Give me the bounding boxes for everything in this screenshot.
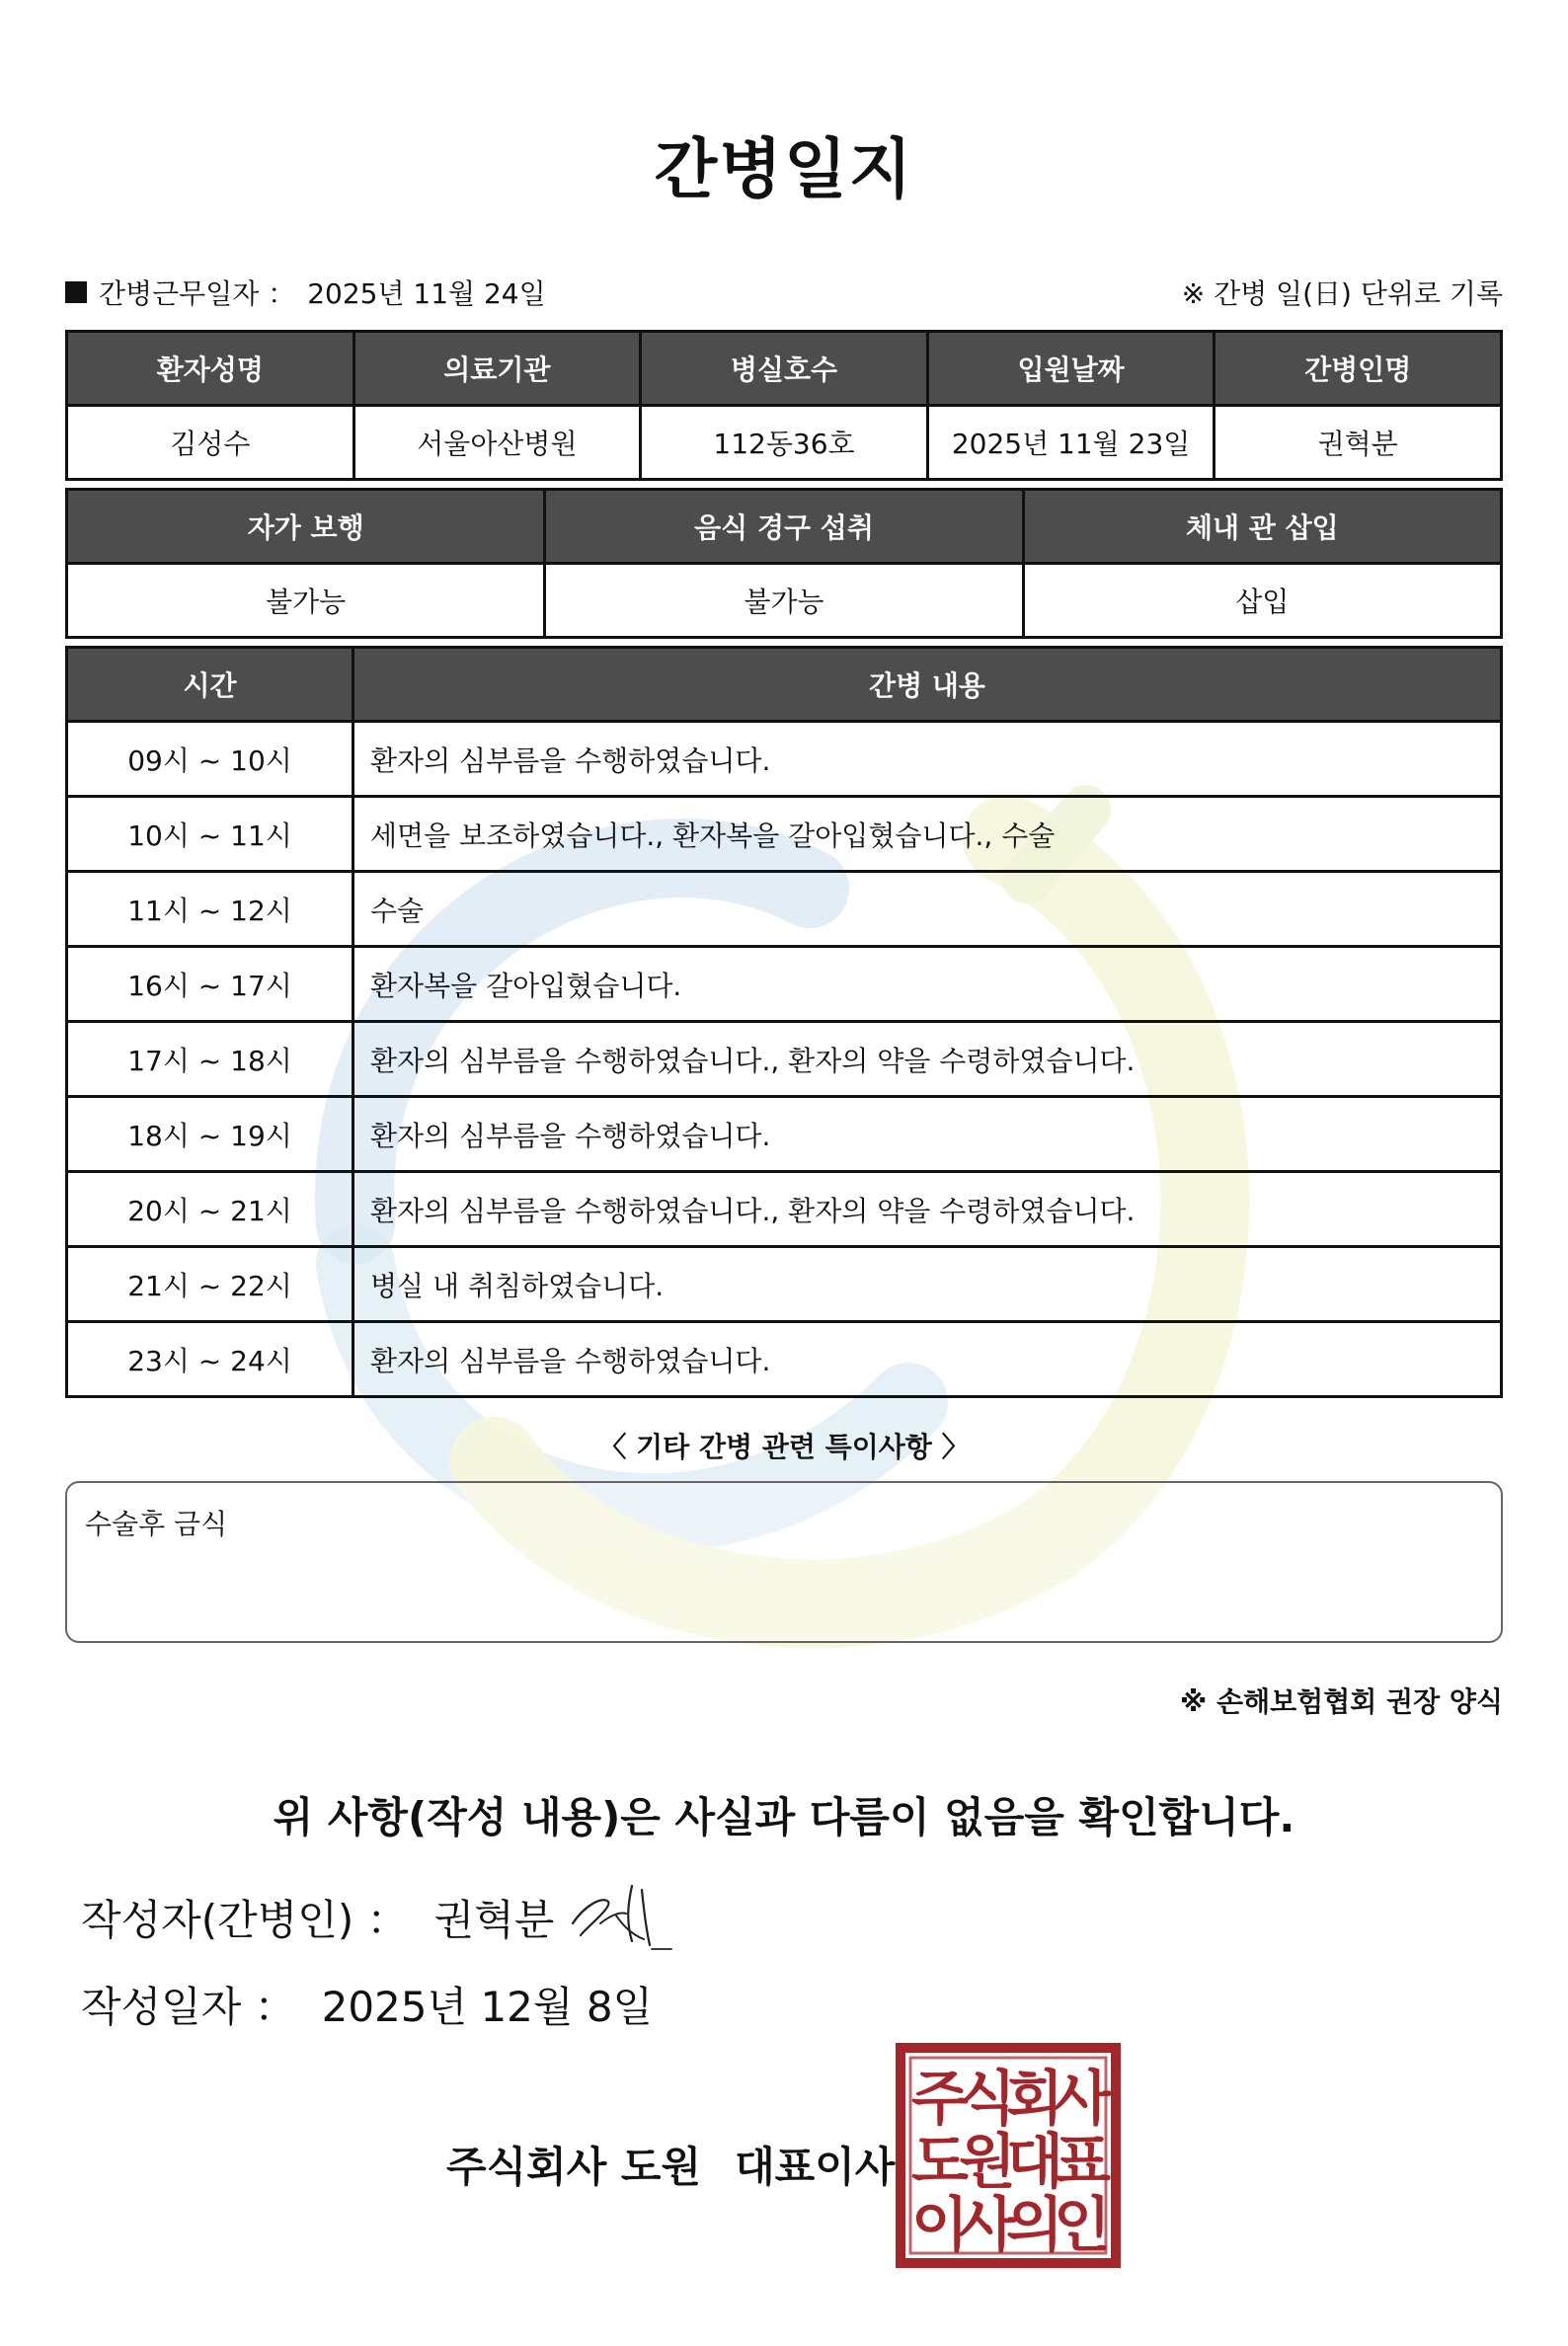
table-row bbox=[67, 1172, 1502, 1247]
tube-status: 삽입 bbox=[1023, 564, 1501, 638]
author-row bbox=[81, 1888, 554, 1947]
header-admission-date: 입원날짜 bbox=[927, 332, 1215, 406]
table-row bbox=[67, 1247, 1502, 1322]
document-title: 간병일지 bbox=[654, 131, 914, 207]
written-date-label: 작성일자 ： bbox=[81, 1983, 296, 2031]
svg-text:식: 식 bbox=[959, 2065, 1016, 2134]
care-content: 환자의 심부름을 수행하였습니다. bbox=[353, 1097, 1502, 1172]
notes-box bbox=[65, 1481, 1503, 1643]
work-date-label: 간병근무일자 ： bbox=[99, 277, 296, 310]
svg-text:도: 도 bbox=[911, 2128, 969, 2197]
patient-name: 김성수 bbox=[67, 406, 354, 480]
header-tube: 체내 관 삽입 bbox=[1023, 490, 1501, 564]
care-log-table bbox=[65, 646, 1503, 1398]
svg-text:의: 의 bbox=[1006, 2191, 1063, 2260]
admission-date: 2025년 11월 23일 bbox=[927, 406, 1215, 480]
care-time: 17시 ~ 18시 bbox=[67, 1022, 353, 1097]
company-name: 주식회사 도원 bbox=[446, 2143, 702, 2191]
written-date-row bbox=[81, 1975, 653, 2034]
handwritten-signature bbox=[563, 1876, 681, 1955]
table-row bbox=[67, 406, 1502, 480]
care-content: 환자의 심부름을 수행하였습니다., 환자의 약을 수령하였습니다. bbox=[353, 1022, 1502, 1097]
header-caregiver: 간병인명 bbox=[1215, 332, 1502, 406]
header-room: 병실호수 bbox=[641, 332, 928, 406]
notes-content: 수술후 금식 bbox=[85, 1508, 228, 1540]
table-row bbox=[67, 564, 1502, 638]
company-seal bbox=[895, 2042, 1122, 2269]
caregiver-name: 권혁분 bbox=[1215, 406, 1502, 480]
work-date-value: 2025년 11월 24일 bbox=[307, 277, 546, 310]
table-row bbox=[67, 1022, 1502, 1097]
notes-title: 〈 기타 간병 관련 특이사항 〉 bbox=[598, 1431, 970, 1463]
company-signoff bbox=[446, 2135, 895, 2194]
header-hospital: 의료기관 bbox=[353, 332, 641, 406]
company-title: 대표이사 bbox=[735, 2143, 896, 2191]
svg-text:인: 인 bbox=[1054, 2191, 1111, 2260]
unit-note: ※ 간병 일(日) 단위로 기록 bbox=[1181, 277, 1503, 310]
svg-text:원: 원 bbox=[959, 2128, 1016, 2197]
care-time: 10시 ~ 11시 bbox=[67, 797, 353, 872]
room-number: 112동36호 bbox=[641, 406, 928, 480]
confirmation-statement: 위 사항(작성 내용)은 사실과 다름이 없음을 확인합니다. bbox=[273, 1793, 1295, 1841]
table-header-row bbox=[67, 648, 1502, 722]
author-label: 작성자(간병인) ： bbox=[81, 1896, 409, 1944]
care-content: 환자의 심부름을 수행하였습니다. bbox=[353, 1322, 1502, 1397]
table-header-row bbox=[67, 332, 1502, 406]
care-time: 18시 ~ 19시 bbox=[67, 1097, 353, 1172]
svg-text:사: 사 bbox=[959, 2191, 1016, 2260]
hospital-name: 서울아산병원 bbox=[353, 406, 641, 480]
svg-text:대: 대 bbox=[1006, 2128, 1063, 2197]
patient-status-table bbox=[65, 488, 1503, 639]
form-note: ※ 손해보험협회 권장 양식 bbox=[1180, 1685, 1503, 1718]
written-date-value: 2025년 12월 8일 bbox=[321, 1983, 654, 2031]
care-content: 수술 bbox=[353, 872, 1502, 947]
header-time: 시간 bbox=[67, 648, 353, 722]
svg-text:사: 사 bbox=[1054, 2065, 1111, 2134]
table-row bbox=[67, 797, 1502, 872]
work-date bbox=[65, 273, 546, 312]
oral-intake-status: 불가능 bbox=[545, 564, 1023, 638]
svg-text:이: 이 bbox=[911, 2191, 969, 2260]
care-time: 20시 ~ 21시 bbox=[67, 1172, 353, 1247]
header-walking: 자가 보행 bbox=[67, 490, 545, 564]
svg-text:주: 주 bbox=[911, 2065, 969, 2134]
svg-text:표: 표 bbox=[1054, 2128, 1111, 2197]
table-row bbox=[67, 872, 1502, 947]
square-bullet-icon bbox=[65, 281, 87, 303]
care-content: 병실 내 취침하였습니다. bbox=[353, 1247, 1502, 1322]
meta-line bbox=[65, 273, 1503, 312]
care-content: 환자의 심부름을 수행하였습니다. bbox=[353, 722, 1502, 797]
patient-info-table bbox=[65, 330, 1503, 481]
author-name: 권혁분 bbox=[433, 1896, 555, 1944]
care-time: 16시 ~ 17시 bbox=[67, 947, 353, 1022]
header-care-content: 간병 내용 bbox=[353, 648, 1502, 722]
care-time: 09시 ~ 10시 bbox=[67, 722, 353, 797]
care-content: 환자복을 갈아입혔습니다. bbox=[353, 947, 1502, 1022]
table-row bbox=[67, 947, 1502, 1022]
table-row bbox=[67, 722, 1502, 797]
care-time: 21시 ~ 22시 bbox=[67, 1247, 353, 1322]
header-oral-intake: 음식 경구 섭취 bbox=[545, 490, 1023, 564]
care-time: 23시 ~ 24시 bbox=[67, 1322, 353, 1397]
table-header-row bbox=[67, 490, 1502, 564]
care-content: 환자의 심부름을 수행하였습니다., 환자의 약을 수령하였습니다. bbox=[353, 1172, 1502, 1247]
table-row bbox=[67, 1097, 1502, 1172]
care-time: 11시 ~ 12시 bbox=[67, 872, 353, 947]
svg-text:회: 회 bbox=[1006, 2065, 1063, 2134]
table-row bbox=[67, 1322, 1502, 1397]
header-patient-name: 환자성명 bbox=[67, 332, 354, 406]
care-content: 세면을 보조하였습니다., 환자복을 갈아입혔습니다., 수술 bbox=[353, 797, 1502, 872]
walking-status: 불가능 bbox=[67, 564, 545, 638]
